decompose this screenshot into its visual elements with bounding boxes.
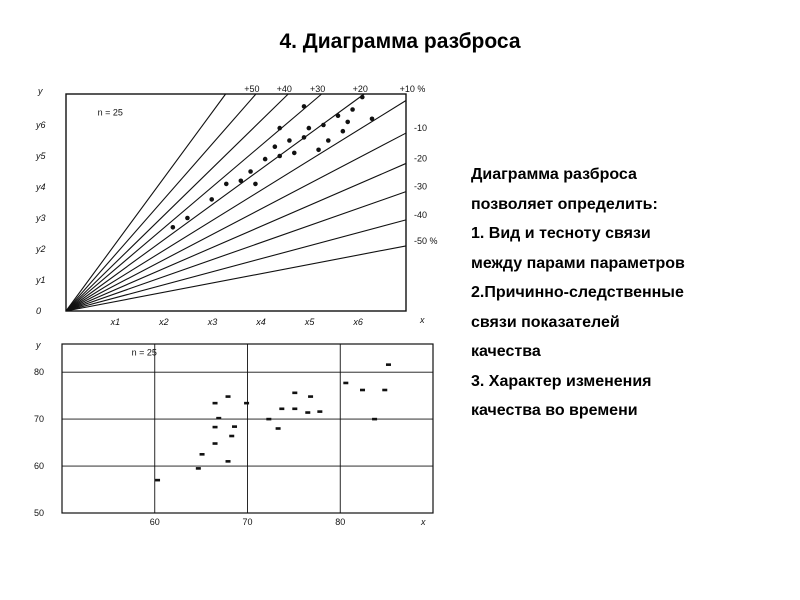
data-point xyxy=(287,138,292,143)
data-point xyxy=(336,113,341,118)
data-point xyxy=(266,418,271,421)
percent-ray-7 xyxy=(66,133,406,311)
data-point xyxy=(196,467,201,470)
y-tick-label: 50 xyxy=(34,508,45,518)
y-tick-label: y1 xyxy=(36,275,46,285)
data-point xyxy=(248,169,253,174)
slide-title: 4. Диаграмма разброса xyxy=(279,30,521,53)
data-point xyxy=(213,426,218,429)
data-point xyxy=(277,154,282,159)
sample-size-annotation: n = 25 xyxy=(97,107,123,118)
percent-ray-10 xyxy=(66,220,406,311)
y-tick-label: y5 xyxy=(36,151,46,161)
description-line-1: Диаграмма разброса xyxy=(471,166,637,183)
top-percent-label: +30 xyxy=(309,84,326,94)
data-point xyxy=(273,144,278,149)
data-point xyxy=(382,389,387,392)
data-point xyxy=(350,107,355,112)
data-point xyxy=(308,395,313,398)
x-tick-label: 60 xyxy=(149,517,160,527)
y-axis-label: y xyxy=(36,340,41,350)
data-point xyxy=(200,453,205,456)
description-line-6: связи показателей xyxy=(471,313,620,331)
x-tick-label: 80 xyxy=(335,517,346,527)
description-line-9: качества во времени xyxy=(471,402,638,419)
description-line-3: 1. Вид и тесноту связи xyxy=(471,225,651,242)
data-point xyxy=(277,126,282,131)
top-percent-label: +50 xyxy=(244,84,260,94)
right-percent-label: -40 xyxy=(414,209,428,220)
data-point xyxy=(226,395,231,398)
data-point xyxy=(317,410,322,413)
data-point xyxy=(316,148,321,153)
description-line-8: 3. Характер изменения xyxy=(471,372,652,390)
data-point xyxy=(229,435,234,438)
data-point xyxy=(372,418,377,421)
data-point xyxy=(216,417,221,420)
data-point xyxy=(209,197,214,202)
data-point xyxy=(386,363,391,366)
data-point xyxy=(345,120,350,125)
description-line-4: между парами параметров xyxy=(471,254,685,272)
data-point xyxy=(213,442,218,445)
x-tick-label: x6 xyxy=(353,317,363,327)
data-point xyxy=(292,151,297,156)
scatter-chart-time-svg xyxy=(30,338,450,528)
data-point xyxy=(343,382,348,385)
y-tick-label: y6 xyxy=(36,120,46,130)
y-tick-label: y3 xyxy=(36,213,46,223)
data-point xyxy=(263,157,268,162)
percent-ray-4 xyxy=(66,94,322,311)
data-point xyxy=(370,117,375,122)
x-tick-label: 70 xyxy=(242,517,253,527)
percent-ray-8 xyxy=(66,163,406,311)
percent-ray-3 xyxy=(66,94,288,311)
y-tick-label: 80 xyxy=(34,367,45,378)
percent-ray-6 xyxy=(66,101,406,311)
data-point xyxy=(360,95,365,100)
data-point xyxy=(276,427,281,430)
right-percent-label: -10 xyxy=(414,123,428,134)
right-percent-label: -50 % xyxy=(414,235,438,246)
x-tick-label: x5 xyxy=(304,317,315,327)
scatter-chart-time xyxy=(30,338,450,528)
percent-ray-2 xyxy=(66,94,256,311)
data-point xyxy=(155,479,160,482)
description-line-2: позволяет определить: xyxy=(471,195,658,213)
top-percent-label: +40 xyxy=(276,84,292,94)
data-point xyxy=(185,216,190,221)
data-point xyxy=(226,460,231,463)
x-tick-label: x3 xyxy=(207,317,218,327)
scatter-chart-rays-svg xyxy=(30,80,450,335)
data-point xyxy=(239,179,244,184)
data-point xyxy=(171,225,176,230)
description-text xyxy=(471,160,791,426)
x-tick-label: x1 xyxy=(110,317,121,327)
data-point xyxy=(232,425,237,428)
data-point xyxy=(302,135,307,140)
percent-ray-1 xyxy=(66,94,226,311)
data-point xyxy=(213,402,218,405)
y-tick-label: 0 xyxy=(36,306,42,316)
data-point xyxy=(321,123,326,128)
sample-size-annotation: n = 25 xyxy=(131,347,157,358)
data-point xyxy=(292,392,297,395)
description-line-7: качества xyxy=(471,343,541,360)
right-percent-label: -20 xyxy=(414,153,428,164)
y-tick-label: y2 xyxy=(36,244,46,254)
x-tick-label: x4 xyxy=(256,317,266,327)
data-point xyxy=(244,402,249,405)
top-percent-label: +10 % xyxy=(399,84,426,94)
data-point xyxy=(292,407,297,410)
data-point xyxy=(307,126,312,131)
x-tick-label: x2 xyxy=(159,317,169,327)
top-percent-label: +20 xyxy=(352,84,368,94)
data-point xyxy=(253,182,258,187)
x-axis-label: x xyxy=(420,315,425,325)
y-tick-label: y4 xyxy=(36,182,46,192)
data-point xyxy=(279,407,284,410)
y-tick-label: 70 xyxy=(34,414,45,425)
data-point xyxy=(341,129,346,134)
percent-ray-11 xyxy=(66,246,406,311)
description-line-5: 2.Причинно-следственные xyxy=(471,284,684,301)
y-axis-label: y xyxy=(38,86,43,96)
percent-ray-9 xyxy=(66,192,406,311)
scatter-chart-rays xyxy=(30,80,450,335)
data-point xyxy=(326,138,331,143)
data-point xyxy=(302,104,307,109)
y-tick-label: 60 xyxy=(34,461,45,472)
data-point xyxy=(224,182,229,187)
data-point xyxy=(360,389,365,392)
right-percent-label: -30 xyxy=(414,181,428,192)
data-point xyxy=(305,411,310,414)
percent-ray-5 xyxy=(66,94,364,311)
x-axis-label: x xyxy=(421,517,426,527)
